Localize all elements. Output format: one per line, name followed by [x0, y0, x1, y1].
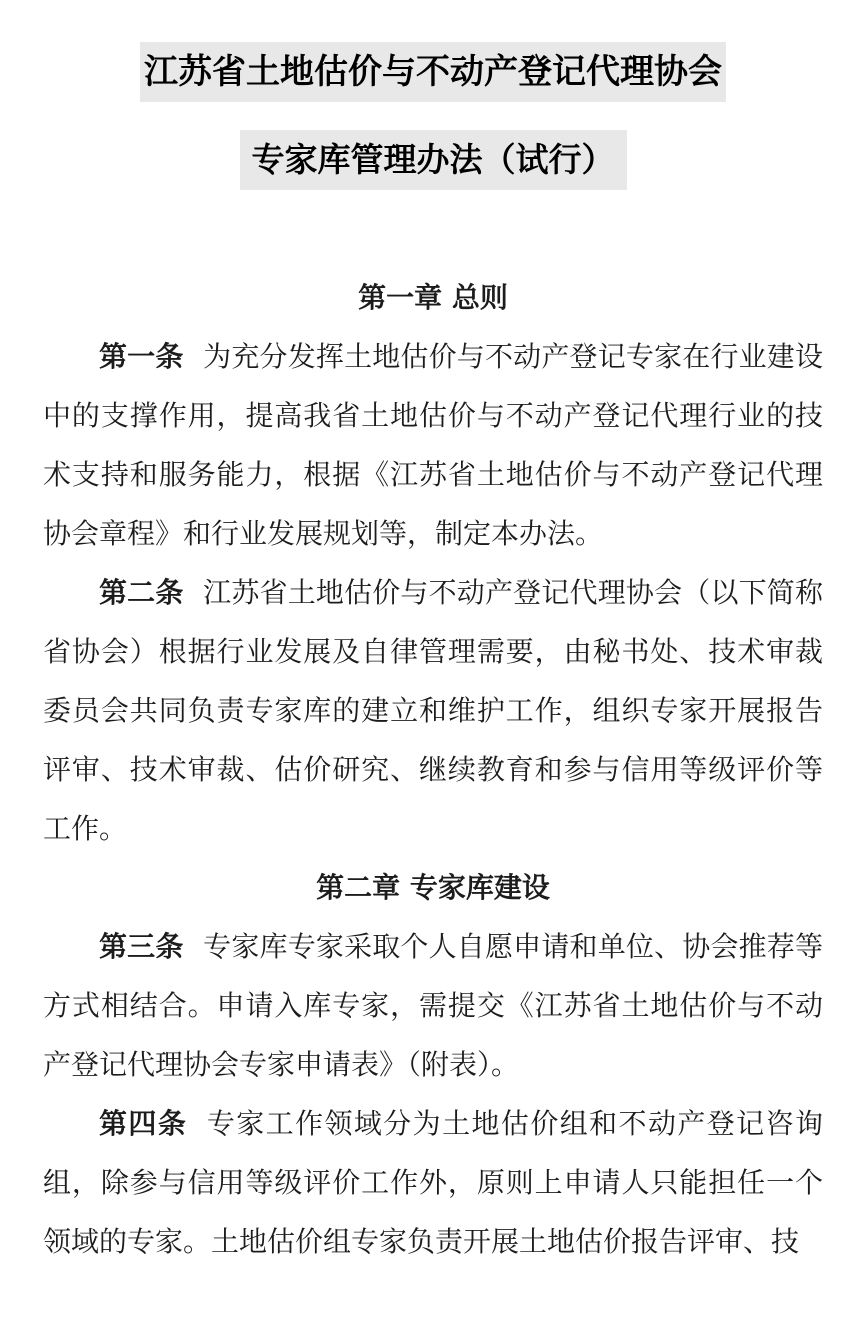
- title-row-1: [43, 0, 823, 102]
- article-3-lead: 第三条: [99, 930, 184, 963]
- article-paragraph-4: [43, 1094, 823, 1271]
- document-title-area: [43, 0, 823, 190]
- article-4-lead: 第四条: [99, 1107, 188, 1140]
- document-body: [43, 268, 823, 1271]
- article-paragraph-1: [43, 327, 823, 563]
- title-row-2: [43, 102, 823, 190]
- chapter-heading-1: 第一章 总则: [358, 281, 508, 314]
- article-2-text: 江苏省土地估价与不动产登记代理协会（以下简称省协会）根据行业发展及自律管理需要，由秘书处、技术审裁委员会共同负责专家库的建立和维护工作，组织专家开展报告评审、技术审裁、估价研究、继续教育和参与信用等级评价等工作。: [43, 576, 823, 845]
- article-2-lead: 第二条: [99, 576, 184, 609]
- article-paragraph-3: [43, 917, 823, 1094]
- article-1-lead: 第一条: [99, 340, 184, 373]
- chapter-heading-2: 第二章 专家库建设: [316, 871, 550, 904]
- doc-title-line2: 专家库管理办法（试行）: [240, 130, 627, 190]
- article-paragraph-2: [43, 563, 823, 858]
- article-4-text: 专家工作领域分为土地估价组和不动产登记咨询组，除参与信用等级评价工作外，原则上申请人只能担任一个领域的专家。土地估价组专家负责开展土地估价报告评审、技: [43, 1107, 823, 1258]
- article-3-text: 专家库专家采取个人自愿申请和单位、协会推荐等方式相结合。申请入库专家，需提交《江苏省土地估价与不动产登记代理协会专家申请表》（附表）。: [43, 930, 823, 1081]
- doc-title-line1: 江苏省土地估价与不动产登记代理协会: [140, 42, 726, 102]
- article-1-text: 为充分发挥土地估价与不动产登记专家在行业建设中的支撑作用，提高我省土地估价与不动产登记代理行业的技术支持和服务能力，根据《江苏省土地估价与不动产登记代理协会章程》和行业发展规划等，制定本办法。: [43, 340, 823, 550]
